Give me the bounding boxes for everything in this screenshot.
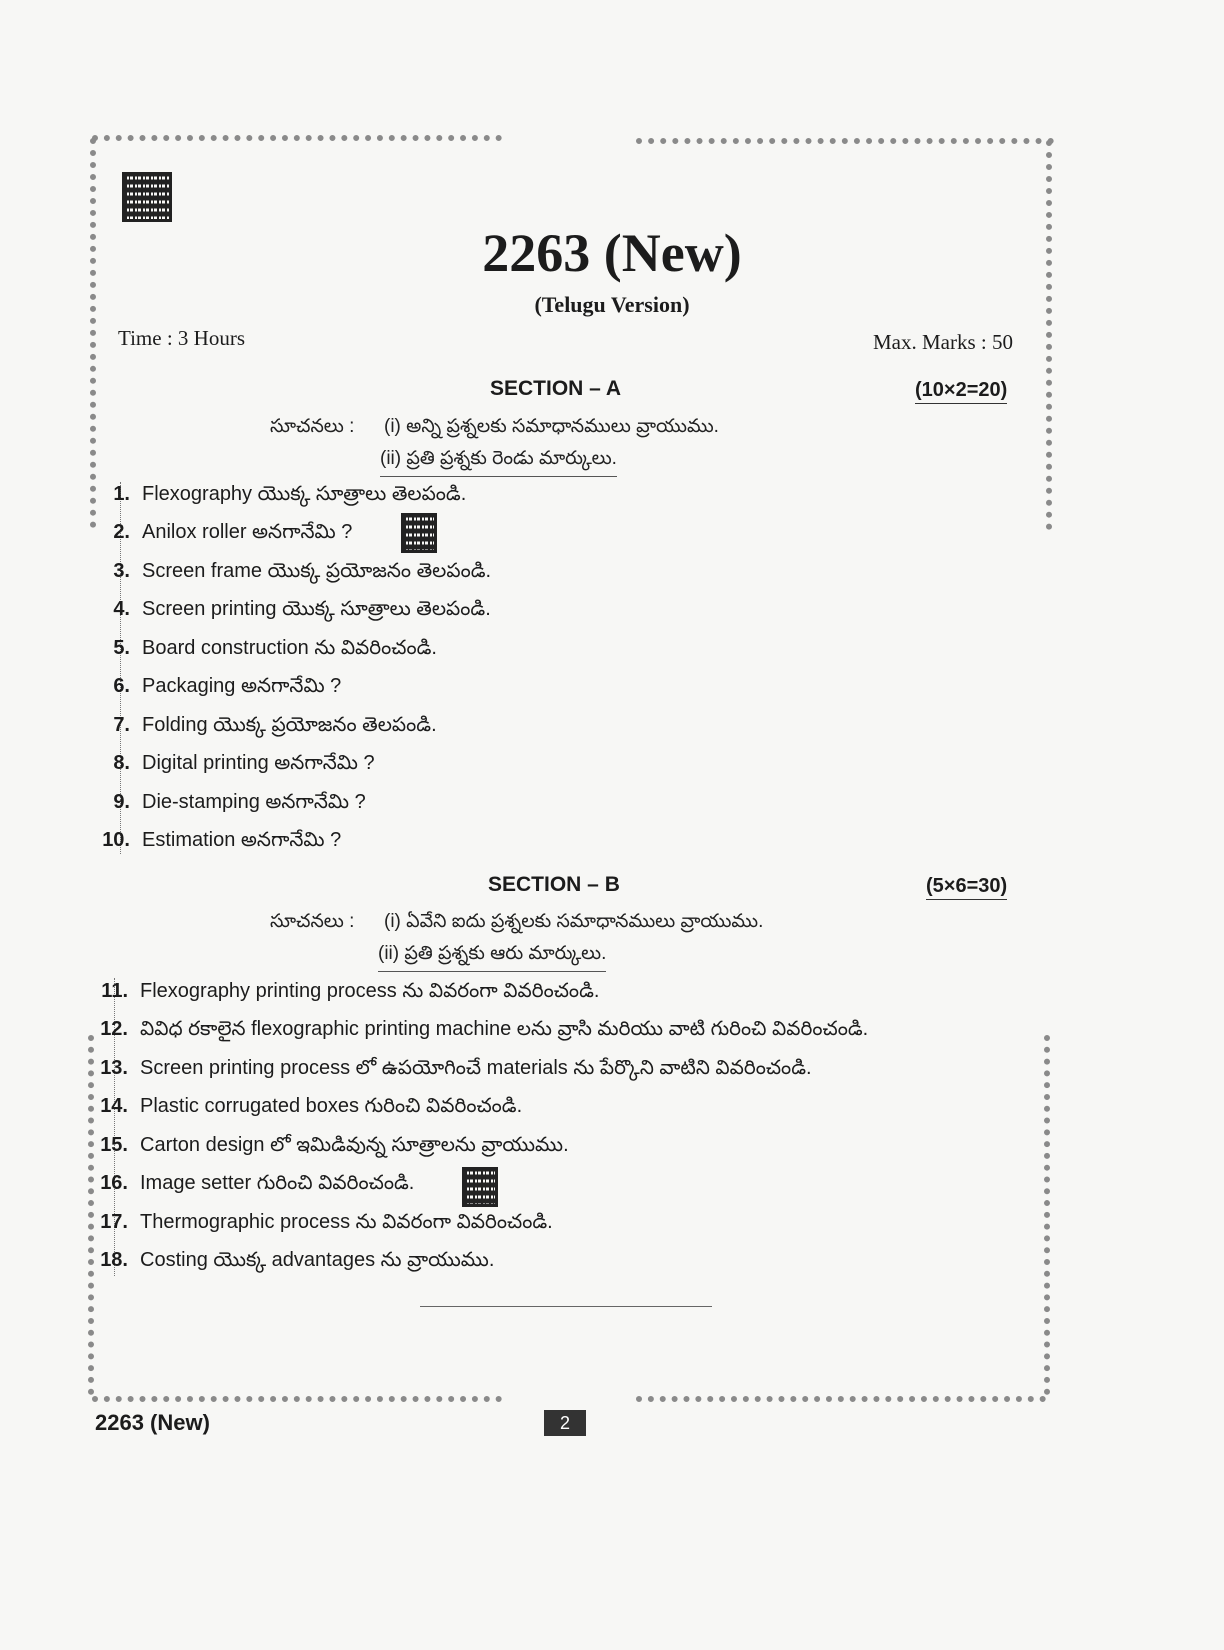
question-item: 8. Digital printing అనగానేమి ? bbox=[113, 752, 375, 774]
question-item: 1. Flexography యొక్క సూత్రాలు తెలపండి. bbox=[113, 483, 467, 505]
question-item: 9. Die-stamping అనగానేమి ? bbox=[113, 791, 366, 813]
qr-code-small-2 bbox=[462, 1167, 498, 1207]
question-item: 12. వివిధ రకాలైన flexographic printing machine లను వ్రాసి మరియు వాటి గురించి వివరించండి. bbox=[100, 1018, 869, 1040]
question-item: 17. Thermographic process ను వివరంగా వివరించండి. bbox=[100, 1211, 553, 1233]
question-item: 2. Anilox roller అనగానేమి ? bbox=[113, 521, 353, 543]
section-a-instruction-1: (i) అన్ని ప్రశ్నలకు సమాధానములు వ్రాయుము. bbox=[384, 416, 719, 437]
question-item: 7. Folding యొక్క ప్రయోజనం తెలపండి. bbox=[113, 714, 437, 736]
question-item: 5. Board construction ను వివరించండి. bbox=[113, 637, 437, 659]
section-b-marks: (5×6=30) bbox=[926, 875, 1007, 900]
paper-code-title: 2263 (New) bbox=[482, 223, 742, 283]
question-item: 13. Screen printing process లో ఉపయోగించే materials ను పేర్కొని వాటిని వివరించండి. bbox=[100, 1057, 812, 1079]
question-item: 3. Screen frame యొక్క ప్రయోజనం తెలపండి. bbox=[113, 560, 492, 582]
time-label: Time : 3 Hours bbox=[118, 326, 245, 350]
max-marks-label: Max. Marks : 50 bbox=[873, 330, 1013, 354]
question-item: 14. Plastic corrugated boxes గురించి వివరించండి. bbox=[100, 1095, 523, 1117]
frame-right-upper bbox=[1046, 140, 1052, 530]
question-item: 4. Screen printing యొక్క సూత్రాలు తెలపండి. bbox=[113, 598, 491, 620]
section-b-title: SECTION – B bbox=[488, 873, 620, 896]
page-number: 2 bbox=[544, 1410, 586, 1436]
frame-top-left bbox=[92, 135, 502, 141]
frame-left-upper bbox=[90, 138, 96, 528]
section-a-marks: (10×2=20) bbox=[915, 379, 1007, 404]
end-rule bbox=[420, 1306, 712, 1307]
section-a-instructions-label: సూచనలు : bbox=[270, 416, 355, 437]
section-a-instruction-2: (ii) ప్రతి ప్రశ్నకు రెండు మార్కులు. bbox=[380, 448, 617, 477]
section-b-instruction-1: (i) ఏవేని ఐదు ప్రశ్నలకు సమాధానములు వ్రాయుము. bbox=[384, 911, 764, 932]
question-item: 16. Image setter గురించి వివరించండి. bbox=[100, 1172, 415, 1194]
frame-bottom-right bbox=[636, 1396, 1046, 1402]
frame-top-right bbox=[636, 138, 1054, 144]
footer-paper-code: 2263 (New) bbox=[95, 1410, 210, 1435]
frame-bottom-left bbox=[92, 1396, 502, 1402]
version-label: (Telugu Version) bbox=[534, 292, 690, 317]
frame-right-lower bbox=[1044, 1035, 1050, 1395]
datamatrix-code bbox=[122, 172, 172, 222]
section-a-title: SECTION – A bbox=[490, 377, 622, 400]
question-item: 11. Flexography printing process ను వివరంగా వివరించండి. bbox=[101, 980, 600, 1002]
question-item: 18. Costing యొక్క advantages ను వ్రాయుము. bbox=[100, 1249, 495, 1271]
section-b-instruction-2: (ii) ప్రతి ప్రశ్నకు ఆరు మార్కులు. bbox=[378, 943, 606, 972]
question-item: 10. Estimation అనగానేమి ? bbox=[102, 829, 342, 851]
question-item: 15. Carton design లో ఇమిడివున్న సూత్రాలను వ్రాయుము. bbox=[100, 1134, 569, 1156]
question-item: 6. Packaging అనగానేమి ? bbox=[113, 675, 342, 697]
section-b-instructions-label: సూచనలు : bbox=[270, 911, 355, 932]
qr-code-small bbox=[401, 513, 437, 553]
